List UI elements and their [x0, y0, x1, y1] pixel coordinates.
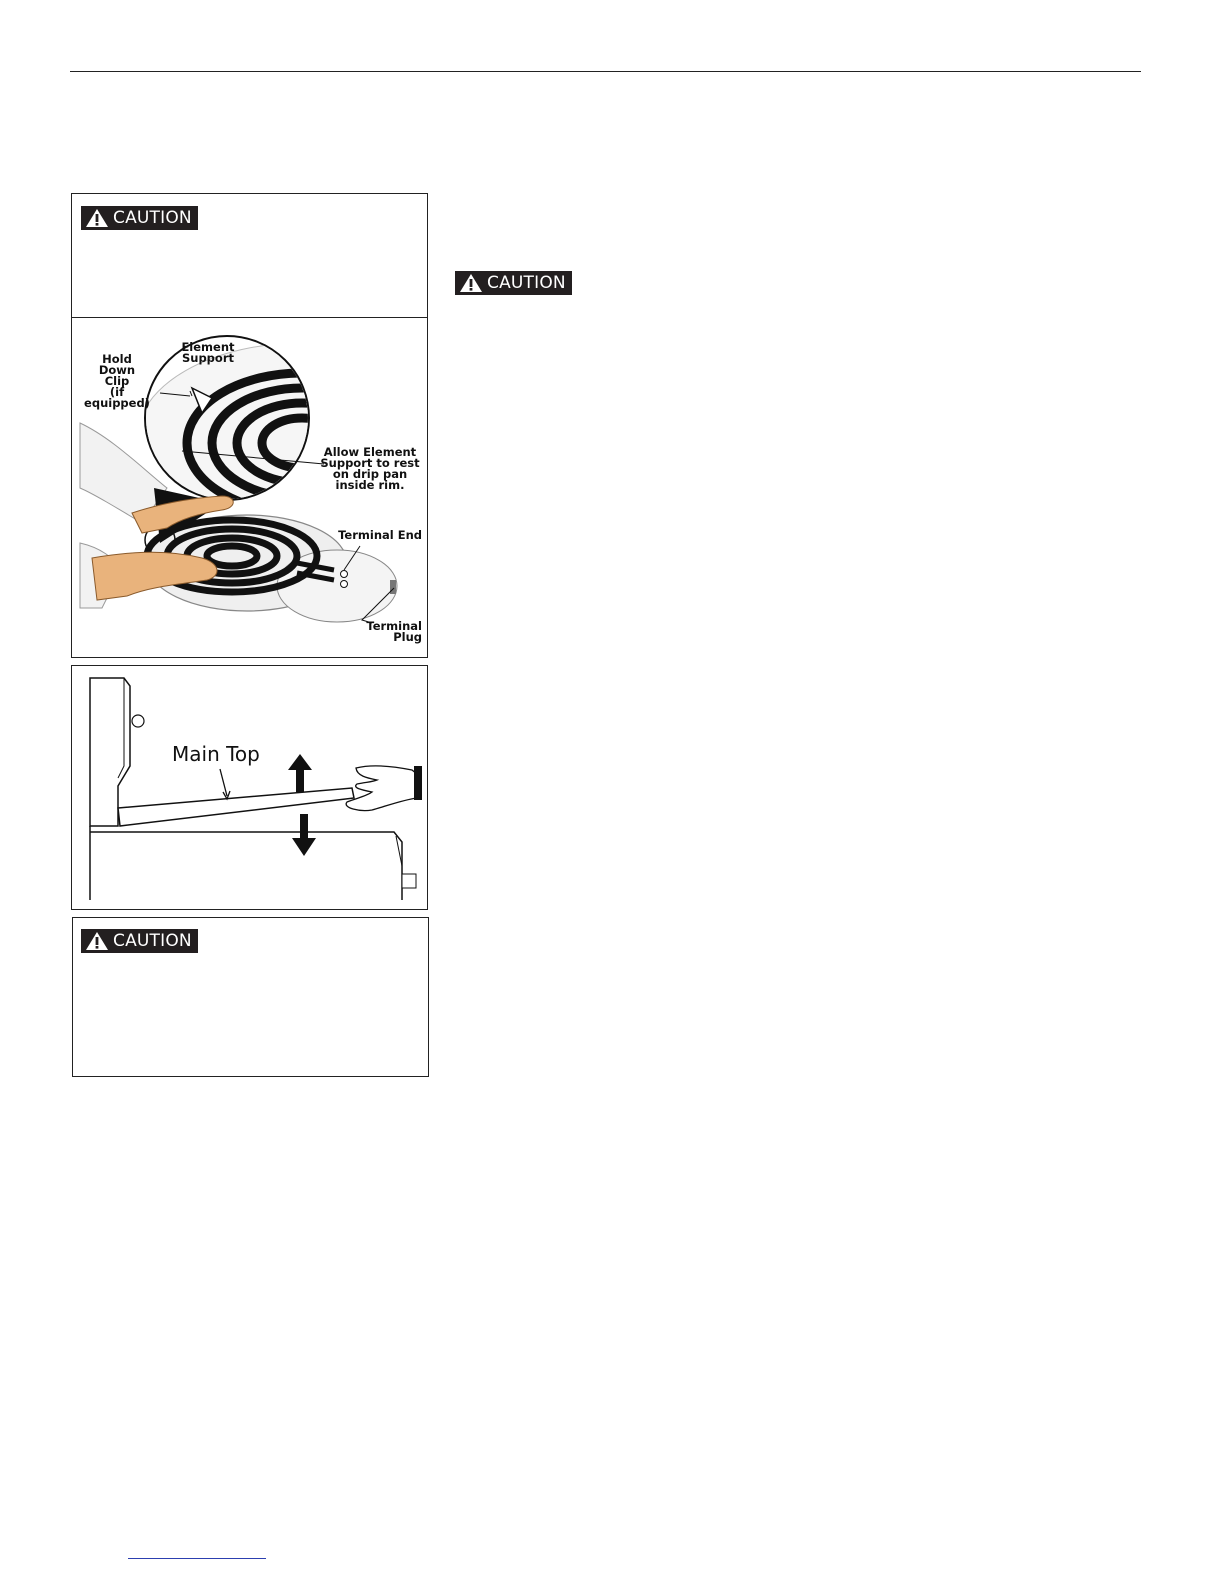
caution-text: CAUTION: [113, 208, 192, 228]
label-terminal-end: Terminal End: [338, 528, 422, 542]
label-element-support: Element Support: [181, 340, 235, 365]
label-terminal-plug: Terminal Plug: [366, 619, 422, 644]
header-rule: [70, 71, 1141, 72]
warning-triangle-icon: [85, 931, 109, 951]
label-allow-element-support: Allow Element Support to rest on drip pan inside rim.: [320, 445, 420, 492]
label-hold-down-clip: Hold Down Clip (if equipped): [84, 352, 150, 410]
caution-badge: [81, 929, 198, 953]
figure-element-install: [71, 317, 428, 658]
warning-triangle-icon: [459, 273, 483, 293]
label-main-top: Main Top: [172, 742, 260, 766]
caution-badge-right: [455, 271, 572, 295]
caution-badge: [81, 206, 198, 230]
caution-text: CAUTION: [487, 273, 566, 293]
caution-box-bottom: [72, 917, 429, 1077]
caution-box-top: [71, 193, 428, 318]
figure-main-top: [71, 665, 428, 910]
warning-triangle-icon: [85, 208, 109, 228]
caution-text: CAUTION: [113, 931, 192, 951]
main-top-illustration: [72, 666, 427, 909]
footer-link-underline[interactable]: [128, 1558, 266, 1559]
